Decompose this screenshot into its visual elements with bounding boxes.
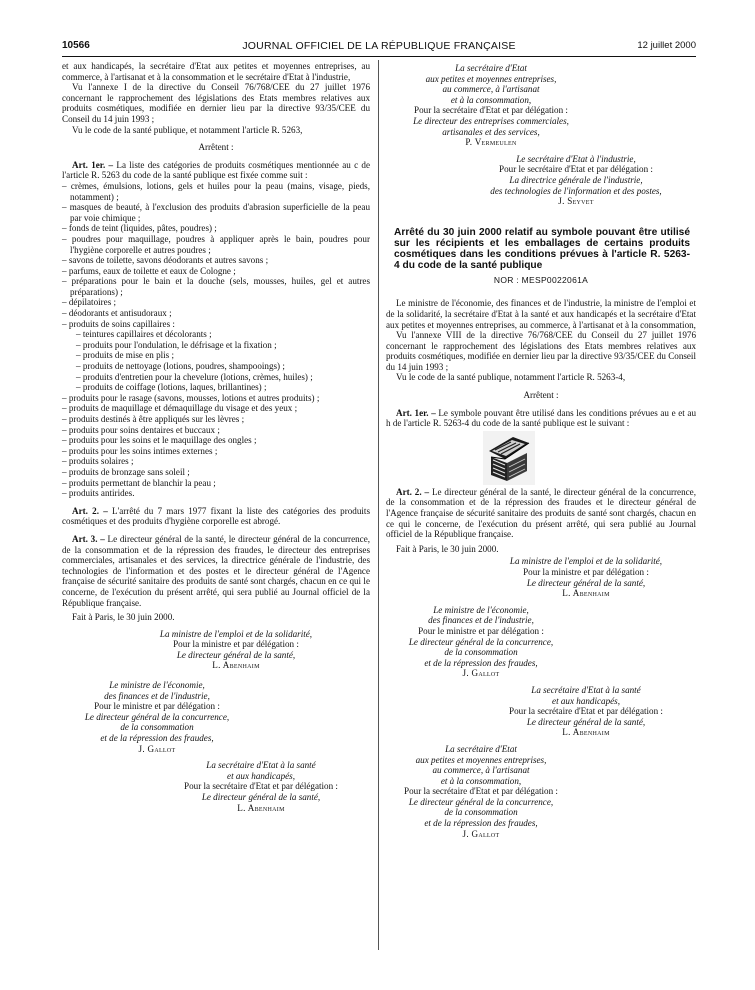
article-2 [386, 487, 696, 540]
signature-line: et aux handicapés, [552, 695, 620, 706]
article-1 [386, 408, 696, 429]
list-item: – dépilatoires ; [62, 297, 370, 308]
article-label: Art. 3. – [72, 533, 105, 544]
signature-line: Le secrétaire d'Etat à l'industrie, [516, 153, 636, 164]
list-item: – déodorants et antisudoraux ; [62, 308, 370, 319]
article-text: L'arrêté du 7 mars 1977 fixant la liste des catégories des produits cosmétiques et des produits d'hygiène corporelle est abrogé. [62, 505, 370, 527]
signature-line: La secrétaire d'Etat [455, 63, 527, 73]
paragraph: et aux handicapés, la secrétaire d'Etat aux petites et moyennes entreprises, au commerce, à l'artisanat et à la consommation et le secrétaire d'Etat à l'industrie, [62, 61, 370, 82]
arretent-heading: Arrêtent : [198, 142, 234, 153]
list-item: – produits solaires ; [62, 456, 370, 467]
open-jar-symbol-icon [483, 431, 535, 485]
list-item: – teintures capillaires et décolorants ; [62, 329, 370, 340]
signatory-name: P. Vermeulen [465, 137, 517, 148]
article-1 [62, 160, 370, 181]
article-text: Le symbole pouvant être utilisé dans les conditions prévues au e et au h de l'article R. 5263-4 du code de la santé publique est le suivant : [386, 407, 697, 429]
list-item: – produits de maquillage et démaquillage du visage et des yeux ; [62, 403, 370, 414]
signature-line: Pour le ministre et par délégation : [418, 625, 544, 636]
header-rule [62, 56, 696, 57]
article-label: Art. 2. – [72, 505, 108, 516]
signature-line: La ministre de l'emploi et de la solidarité, [159, 628, 313, 639]
signature-line: La directrice générale de l'industrie, [509, 174, 643, 185]
signature-line: Pour la secrétaire d'Etat et par délégation : [509, 706, 663, 717]
paragraph: Le ministre de l'économie, des finances et de l'industrie, la ministre de l'emploi et de la solidarité, la secrétaire d'Etat à la santé et aux handicapés et la secrétaire d'Etat aux petites et moyennes entreprises, au commerce, à l'artisanat et à la consommation, [386, 298, 696, 330]
article-text: La liste des catégories de produits cosmétiques mentionnée au c de l'article R. 5263 du code de la santé publique est fixée comme suit : [62, 159, 370, 181]
signature-line: Pour la secrétaire d'Etat et par délégation : [184, 781, 338, 792]
signature-line: La secrétaire d'Etat à la santé [206, 760, 316, 771]
paragraph: Vu le code de la santé publique, et notamment l'article R. 5263, [72, 124, 303, 135]
signature-block [386, 605, 576, 679]
signature-block [386, 744, 576, 839]
signature-line: au commerce, à l'artisanat [432, 765, 530, 776]
journal-title: JOURNAL OFFICIEL DE LA RÉPUBLIQUE FRANÇAISE [242, 40, 516, 52]
article-3 [62, 534, 370, 608]
signature-line: de la consommation [120, 722, 194, 733]
signature-block [62, 629, 370, 671]
signatory-name: L. Abenhaim [562, 727, 610, 738]
signature-block [386, 63, 596, 148]
signature-line: au commerce, à l'artisanat [442, 84, 540, 95]
list-item: – produits de nettoyage (lotions, poudres, shampooings) ; [62, 361, 370, 372]
signatory-name: J. Gallot [462, 668, 500, 679]
signature-line: Pour la ministre et par délégation : [523, 567, 649, 577]
signature-line: Le directeur général de la concurrence, [408, 636, 554, 647]
page-number: 10566 [62, 40, 90, 51]
signature-line: Pour la secrétaire d'Etat et par délégation : [404, 786, 558, 797]
list-item: – savons de toilette, savons déodorants et autres savons ; [62, 255, 370, 266]
left-column [62, 61, 370, 813]
signature-line: Le ministre de l'économie, [433, 604, 529, 615]
signature-line: des finances et de l'industrie, [428, 615, 534, 626]
signatory-name: J. Gallot [462, 828, 500, 839]
signature-block [62, 680, 252, 754]
article-label: Art. 2. – [396, 486, 430, 497]
list-item: – produits pour soins dentaires et buccaux ; [62, 425, 370, 436]
signature-line: Le directeur général de la concurrence, [84, 711, 230, 722]
signature-line: Le directeur général de la santé, [176, 649, 296, 660]
list-item: – crèmes, émulsions, lotions, gels et huiles pour la peau (mains, visage, pieds, notamment) ; [62, 181, 370, 202]
signature-block [386, 154, 696, 207]
article-2 [62, 506, 370, 527]
paragraph: Vu l'annexe VIII de la directive 76/768/CEE du Conseil du 27 juillet 1976 concernant le rapprochement des législations des Etats membres relatives aux produits cosmétiques, modifiée en dernier lieu par la directive 93/35/CEE du Conseil du 14 juin 1993 ; [386, 330, 696, 372]
signature-line: La secrétaire d'Etat à la santé [531, 684, 641, 695]
signature-line: des finances et de l'industrie, [104, 690, 210, 701]
article-label: Art. 1er. – [396, 407, 436, 418]
signature-line: Pour la ministre et par délégation : [173, 639, 299, 650]
right-column [386, 61, 696, 839]
signature-line: aux petites et moyennes entreprises, [415, 754, 547, 765]
column-divider [378, 60, 379, 950]
signature-line: et de la répression des fraudes, [424, 818, 538, 829]
signatory-name: J. Seyvet [558, 196, 594, 207]
done-at: Fait à Paris, le 30 juin 2000. [72, 612, 175, 623]
signature-line: Le directeur des entreprises commerciales, [413, 115, 569, 126]
arretent-heading: Arrêtent : [523, 390, 559, 401]
article-text: Le directeur général de la santé, le directeur général de la concurrence, de la consommation et de la répression des fraudes et le directeur général de l'Agence française de sécurité sanitaire des produits de santé sont chargés, chacun en ce qui le concerne, de l'exécution du présent arrêté, qui sera publié au Journal officiel de la République française. [386, 486, 696, 540]
signature-line: Le ministre de l'économie, [109, 680, 205, 691]
page-header [62, 41, 696, 55]
signature-line: Le directeur général de la santé, [201, 792, 321, 802]
paragraph: Vu le code de la santé publique, notamment l'article R. 5263-4, [396, 372, 626, 383]
capillary-sublist [62, 329, 370, 393]
article-text: Le directeur général de la santé, le directeur général de la concurrence, de la consommation et de la répression des fraudes, le directeur des entreprises commerciales, artisanales et des services, la directrice générale de l'industrie, des technologies de l'information et des postes et le directeur général de l'Agence française de sécurité sanitaire des produits de santé sont chargés, chacun en ce qui le concerne, de l'exécution du présent arrêté, qui sera publié au Journal officiel de la République française. [62, 533, 370, 608]
list-item: – produits antirides. [62, 488, 370, 499]
list-item: – produits pour les soins intimes externes ; [62, 446, 370, 457]
signature-line: artisanales et des services, [442, 126, 540, 137]
signature-line: et à la consommation, [450, 94, 532, 105]
signature-line: Le directeur général de la concurrence, [408, 796, 554, 807]
signatory-name: J. Gallot [138, 743, 176, 754]
list-item: – poudres pour maquillage, poudres à appliquer après le bain, poudres pour l'hygiène corporelle et autres poudres ; [62, 234, 370, 255]
signatory-name: L. Abenhaim [237, 802, 285, 813]
list-item: – produits d'entretien pour la chevelure (lotions, crèmes, huiles) ; [62, 372, 370, 383]
signature-line: La ministre de l'emploi et de la solidarité, [509, 556, 663, 567]
list-item: – parfums, eaux de toilette et eaux de Cologne ; [62, 266, 370, 277]
list-item: – produits de coiffage (lotions, laques, brillantines) ; [62, 382, 370, 393]
list-item: – produits pour les soins et le maquillage des ongles ; [62, 435, 370, 446]
signature-block [62, 760, 370, 813]
signature-line: Pour la secrétaire d'Etat et par délégation : [414, 105, 568, 116]
list-item: – préparations pour le bain et la douche (sels, mousses, huiles, gel et autres préparations) ; [62, 276, 370, 297]
list-item: – produits pour l'ondulation, le défrisage et la fixation ; [62, 340, 370, 351]
list-item: – produits permettant de blanchir la peau ; [62, 478, 370, 489]
signature-line: Pour le secrétaire d'Etat et par délégation : [499, 164, 653, 175]
done-at: Fait à Paris, le 30 juin 2000. [396, 543, 499, 554]
signature-line: et de la répression des fraudes, [424, 657, 538, 668]
list-item: – masques de beauté, à l'exclusion des produits d'abrasion superficielle de la peau par voie chimique ; [62, 202, 370, 223]
signature-line: Pour le ministre et par délégation : [94, 701, 220, 712]
paragraph: Vu l'annexe I de la directive du Conseil 76/768/CEE du 27 juillet 1976 concernant le rapprochement des législations des Etats membres relatives aux produits cosmétiques, modifiée en dernier lieu par la directive 93/35/CEE du Conseil du 14 juin 1993 ; [62, 82, 370, 124]
list-item: – produits de bronzage sans soleil ; [62, 467, 370, 478]
signature-line: et aux handicapés, [227, 770, 295, 781]
symbol-area [386, 429, 696, 487]
issue-date: 12 juillet 2000 [637, 40, 696, 51]
signature-line: aux petites et moyennes entreprises, [425, 73, 557, 84]
signature-line: La secrétaire d'Etat [445, 743, 517, 754]
signature-line: Le directeur général de la santé, [526, 577, 646, 588]
list-item: – produits destinés à être appliqués sur les lèvres ; [62, 414, 370, 425]
decree-title: Arrêté du 30 juin 2000 relatif au symbole pouvant être utilisé sur les récipients et les emballages de certains produits cosmétiques dans les conditions prévues à l'article R. 5263-4 du code de la santé publique [394, 226, 690, 271]
signature-line: Le directeur général de la santé, [526, 716, 646, 727]
article-label: Art. 1er. – [72, 159, 114, 170]
signature-block [386, 685, 696, 738]
list-item: – produits pour le rasage (savons, mousses, lotions et autres produits) ; [62, 393, 370, 404]
signature-block [386, 556, 696, 598]
signatory-name: L. Abenhaim [562, 588, 610, 599]
signature-line: de la consommation [444, 807, 518, 818]
signature-line: et de la répression des fraudes, [100, 733, 214, 744]
signatory-name: L. Abenhaim [212, 660, 260, 671]
nor-reference: NOR : MESP0022061A [493, 274, 589, 285]
list-item: – produits de mise en plis ; [62, 350, 370, 361]
list-item: – fonds de teint (liquides, pâtes, poudres) ; [62, 223, 370, 234]
signature-line: de la consommation [444, 647, 518, 658]
signature-line: des technologies de l'information et des postes, [490, 185, 662, 196]
signature-line: et à la consommation, [440, 775, 522, 786]
category-list [62, 181, 370, 329]
category-list-continued [62, 393, 370, 499]
list-item: – produits de soins capillaires : [62, 319, 370, 330]
